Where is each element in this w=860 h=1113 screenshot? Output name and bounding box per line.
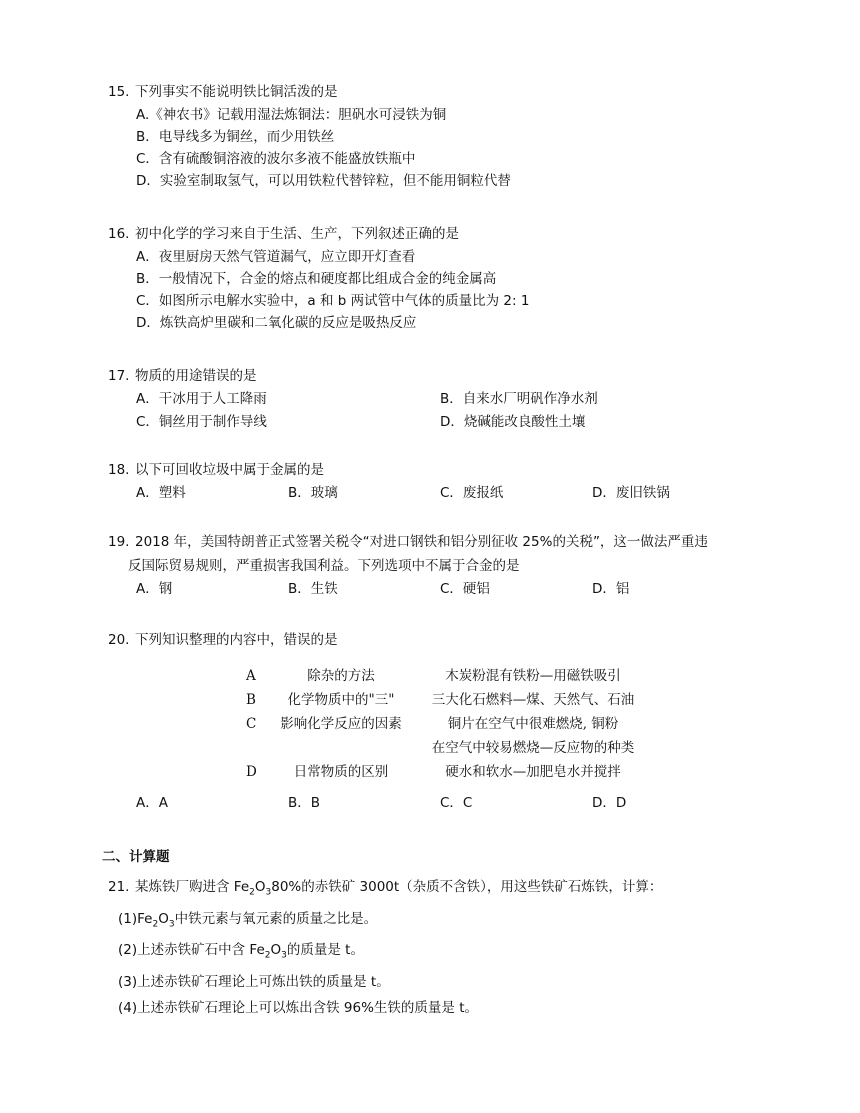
row-letter: A	[246, 668, 256, 684]
question-number: 20.	[108, 632, 130, 648]
option-b: B．生铁	[288, 581, 338, 597]
option-a: A．塑料	[136, 485, 186, 501]
row-letter: C	[246, 716, 257, 732]
question-number: 19.	[108, 534, 130, 550]
sub-question-4: (4)上述赤铁矿石理论上可以炼出含铁 96%生铁的质量是 t。	[118, 1000, 479, 1017]
option-a: A.《神农书》记载用湿法炼铜法：胆矾水可浸铁为铜	[136, 107, 447, 123]
option-c: C．含有硫酸铜溶液的波尔多液不能盛放铁瓶中	[136, 151, 416, 167]
question-21	[108, 874, 808, 1021]
sub-question-3: (3)上述赤铁矿石理论上可炼出铁的质量是 t。	[118, 974, 390, 991]
row-content: 木炭粉混有铁粉—用磁铁吸引	[445, 668, 621, 684]
option-c: C．废报纸	[440, 485, 504, 501]
question-20	[108, 628, 768, 652]
option-b: B．B	[288, 795, 321, 811]
option-d: D．铝	[592, 581, 630, 597]
table-row	[246, 664, 666, 688]
table-row	[246, 712, 666, 736]
option-b: B．自来水厂明矾作净水剂	[440, 391, 598, 407]
sub-question-2: (2)上述赤铁矿石中含 $Fe_2O_3$的质量是 t。	[118, 942, 364, 962]
row-letter: B	[246, 692, 256, 708]
row-letter: D	[246, 764, 257, 780]
knowledge-table	[246, 664, 666, 784]
option-b: B．一般情况下，合金的熔点和硬度都比组成合金的纯金属高	[136, 271, 497, 287]
option-b: B．玻璃	[288, 485, 338, 501]
section-heading: 二、计算题	[102, 849, 170, 865]
option-d: D．烧碱能改良酸性土壤	[440, 414, 586, 430]
option-d: D．D	[592, 795, 627, 811]
question-stem: 初中化学的学习来自于生活、生产，下列叙述正确的是	[135, 226, 459, 242]
row-content: 三大化石燃料—煤、天然气、石油	[431, 692, 635, 708]
row-category: 日常物质的区别	[293, 764, 389, 780]
question-number: 15.	[108, 84, 130, 100]
table-row	[246, 688, 666, 712]
row-category: 影响化学反应的因素	[280, 716, 402, 732]
question-18	[108, 458, 768, 504]
question-19	[108, 530, 768, 600]
option-c: C．如图所示电解水实验中，a 和 b 两试管中气体的质量比为 2: 1	[136, 293, 530, 309]
option-b: B．电导线多为铜丝，而少用铁丝	[136, 129, 335, 145]
question-stem: 下列事实不能说明铁比铜活泼的是	[135, 84, 338, 100]
sub-question-1: $(1)Fe_2O_3$中铁元素与氧元素的质量之比是。	[118, 910, 378, 930]
option-d: D．实验室制取氢气，可以用铁粒代替锌粒，但不能用铜粒代替	[136, 173, 511, 189]
question-15	[108, 80, 768, 192]
question-number: 17.	[108, 368, 130, 384]
question-stem: 以下可回收垃圾中属于金属的是	[135, 462, 324, 478]
question-17	[108, 364, 768, 434]
row-content: 硬水和软水—加肥皂水并搅拌	[445, 764, 621, 780]
question-stem-continued: 反国际贸易规则，严重损害我国利益。下列选项中不属于合金的是	[128, 558, 520, 574]
question-number: 21.	[108, 879, 130, 895]
row-content: 在空气中较易燃烧—反应物的种类	[431, 740, 635, 756]
question-stem: 物质的用途错误的是	[135, 368, 257, 384]
question-number: 18.	[108, 462, 130, 478]
question-20-options	[108, 792, 768, 814]
option-c: C．硬铝	[440, 581, 490, 597]
row-category: 除杂的方法	[307, 668, 375, 684]
row-category: 化学物质中的"三"	[287, 692, 395, 708]
question-stem: 某炼铁厂购进含 $Fe_2O_380\%$的赤铁矿 3000t（杂质不含铁），用这些铁矿石炼铁，计算：	[135, 879, 663, 898]
option-d: D．炼铁高炉里碳和二氧化碳的反应是吸热反应	[136, 315, 417, 331]
option-d: D．废旧铁锅	[592, 485, 670, 501]
question-stem: 下列知识整理的内容中，错误的是	[135, 632, 338, 648]
question-16	[108, 222, 768, 334]
row-content: 铜片在空气中很难燃烧, 铜粉	[447, 716, 619, 732]
option-a: A．钢	[136, 581, 173, 597]
option-a: A．夜里厨房天然气管道漏气，应立即开灯查看	[136, 249, 416, 265]
option-c: C．铜丝用于制作导线	[136, 414, 267, 430]
question-stem: 2018 年，美国特朗普正式签署关税令“对进口钢铁和铝分别征收 25%的关税”，这一做法严重违	[135, 534, 708, 550]
option-a: A．A	[136, 795, 168, 811]
table-row	[246, 736, 666, 760]
option-c: C．C	[440, 795, 473, 811]
option-a: A．干冰用于人工降雨	[136, 391, 267, 407]
table-row	[246, 760, 666, 784]
question-number: 16.	[108, 226, 130, 242]
